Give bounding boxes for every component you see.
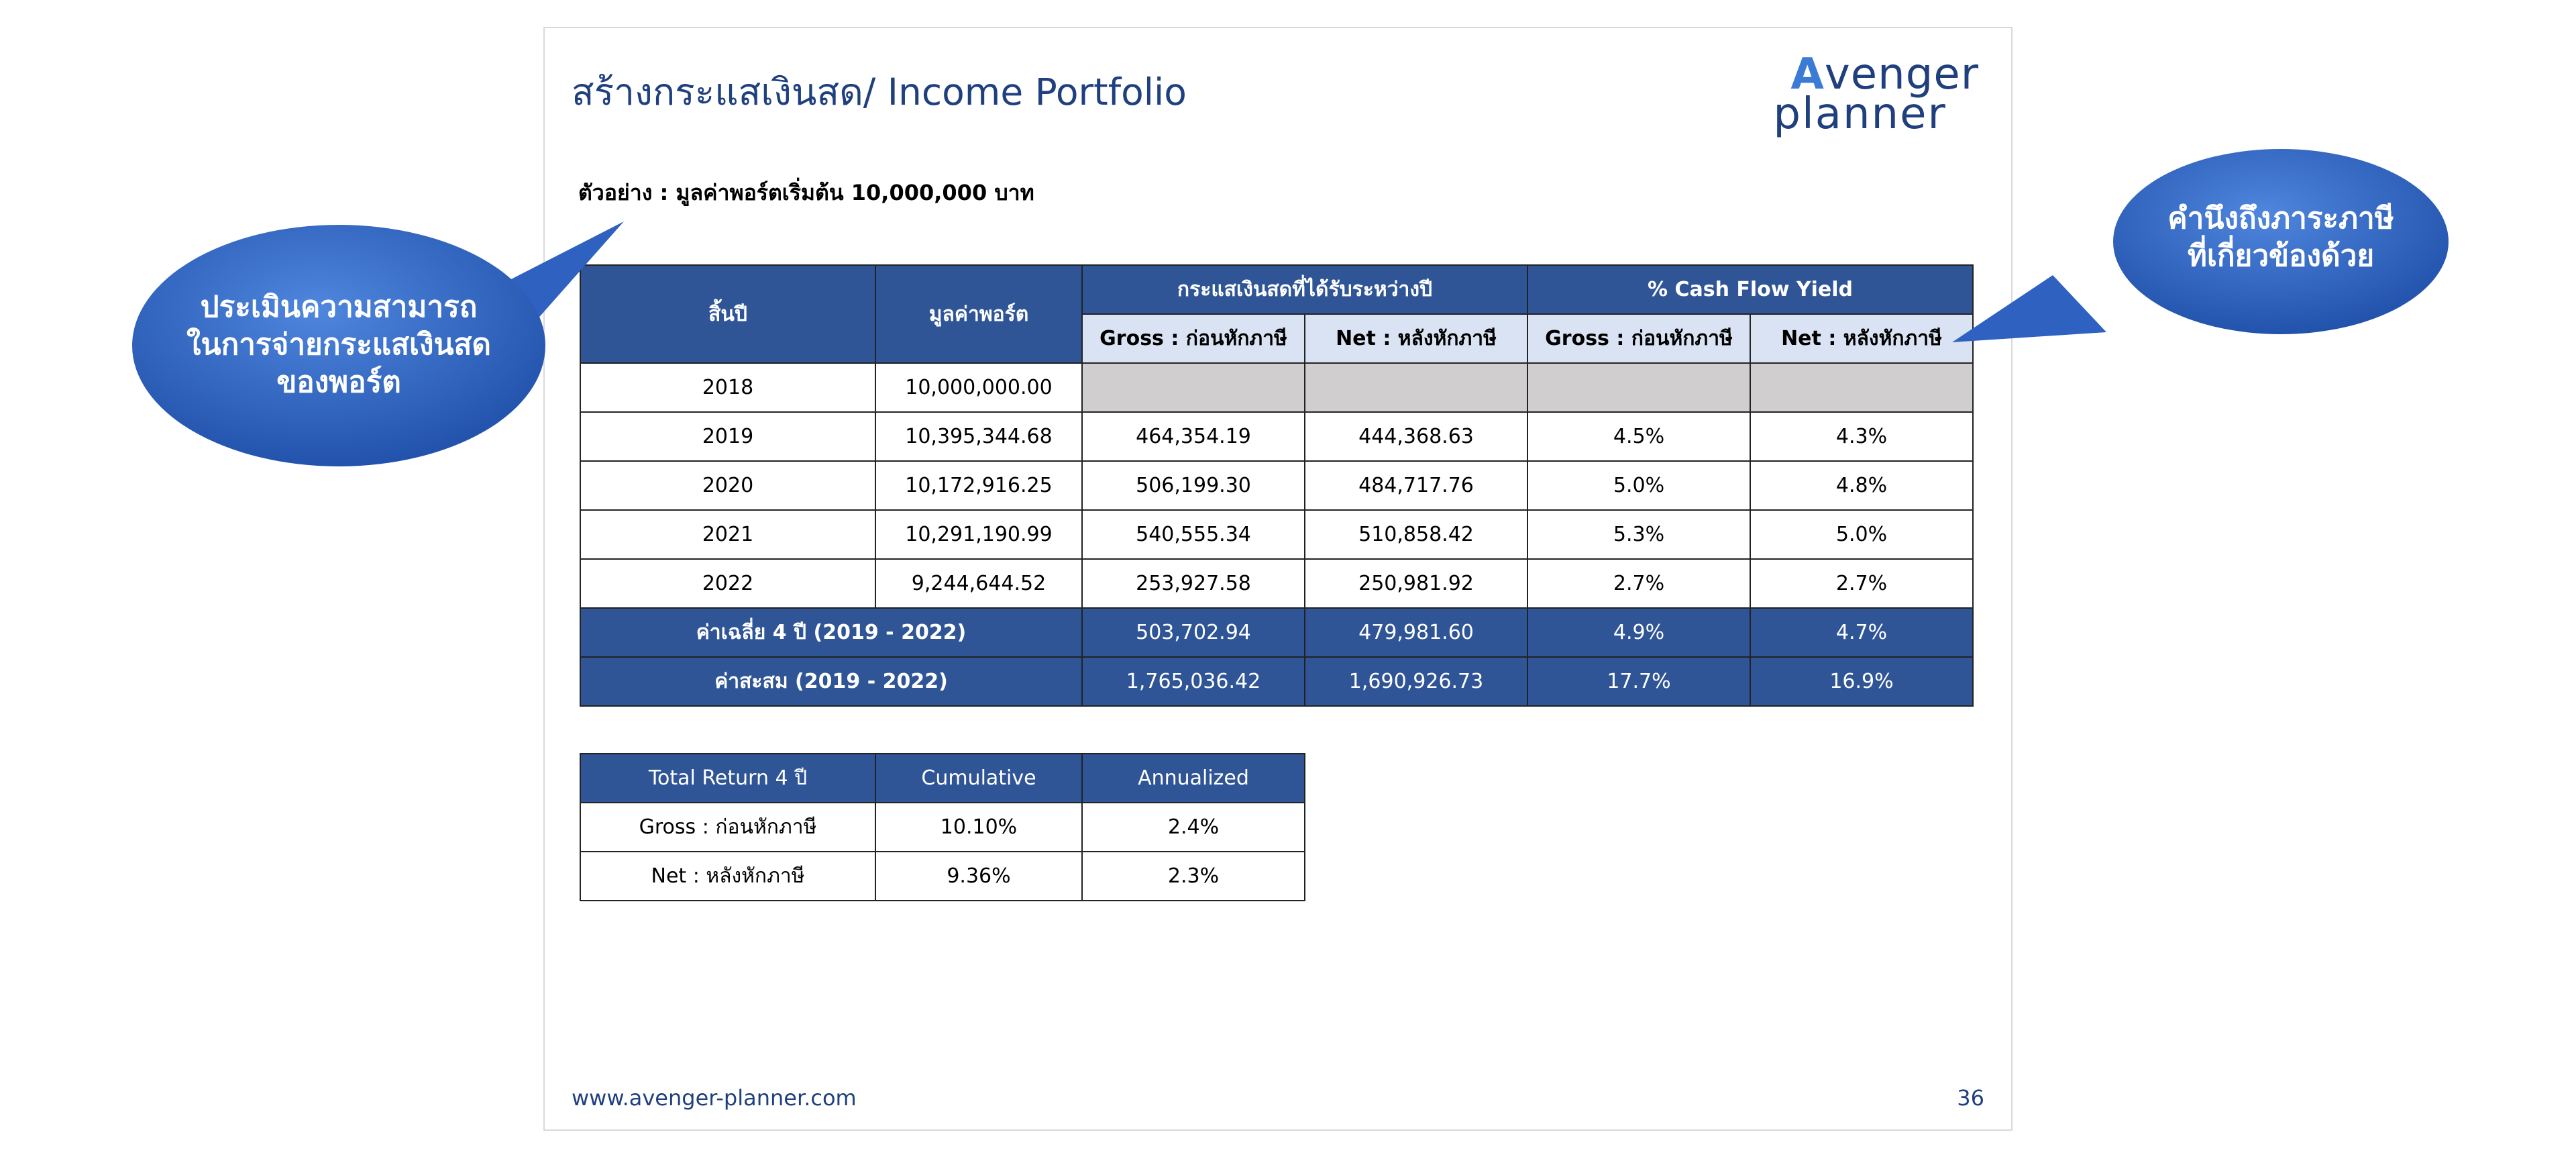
brand-logo: [1773, 50, 1979, 139]
callout-left: [131, 221, 627, 470]
callout-right-line-2: ที่เกี่ยวข้องด้วย: [2187, 239, 2375, 273]
slide-title: สร้างกระแสเงินสด/ Income Portfolio: [572, 70, 1187, 113]
cell-yield-gross: 4.5%: [1527, 412, 1750, 461]
average-label: ค่าเฉลี่ย 4 ปี (2019 - 2022): [580, 608, 1082, 657]
cell-yield-gross: 5.0%: [1527, 461, 1750, 510]
slide: [543, 27, 2012, 1131]
logo-letter: A: [1790, 50, 1825, 99]
example-subtitle: ตัวอย่าง : มูลค่าพอร์ตเริ่มต้น 10,000,000 บาท: [578, 180, 1034, 205]
callout-left-line-3: ของพอร์ต: [276, 365, 401, 399]
average-row: [580, 608, 1973, 657]
cell-yield-gross: 5.3%: [1527, 510, 1750, 559]
header-portfolio-value: มูลค่าพอร์ต: [875, 265, 1082, 363]
subheader-yield-net: Net : หลังหักภาษี: [1750, 314, 1973, 363]
cum-yield-gross: 17.7%: [1527, 657, 1750, 706]
cell-year: 2019: [580, 412, 875, 461]
callout-right: [1952, 148, 2455, 389]
logo-word-1: venger: [1824, 50, 1979, 99]
subheader-yield-gross: Gross : ก่อนหักภาษี: [1527, 314, 1750, 363]
header-cumulative: Cumulative: [875, 754, 1082, 803]
avg-yield-net: 4.7%: [1750, 608, 1973, 657]
avg-yield-gross: 4.9%: [1527, 608, 1750, 657]
cell-value: 10,172,916.25: [875, 461, 1082, 510]
cell-cf-gross: 253,927.58: [1082, 559, 1305, 608]
header-year: สิ้นปี: [580, 265, 875, 363]
cell-value: 10,000,000.00: [875, 363, 1082, 412]
avg-cf-net: 479,981.60: [1305, 608, 1527, 657]
return-label-gross: Gross : ก่อนหักภาษี: [580, 803, 875, 852]
cell-cf-net: 444,368.63: [1305, 412, 1527, 461]
cell-yield-gross: 2.7%: [1527, 559, 1750, 608]
cell-value: 9,244,644.52: [875, 559, 1082, 608]
header-cash-flow-yield: % Cash Flow Yield: [1527, 265, 1973, 314]
table-row: [580, 412, 1973, 461]
cell-empty: [1527, 363, 1750, 412]
cum-cf-net: 1,690,926.73: [1305, 657, 1527, 706]
table-row: [580, 559, 1973, 608]
cell-cf-gross: 540,555.34: [1082, 510, 1305, 559]
cell-year: 2021: [580, 510, 875, 559]
return-cumulative-gross: 10.10%: [875, 803, 1082, 852]
cell-empty: [1305, 363, 1527, 412]
cell-cf-gross: 506,199.30: [1082, 461, 1305, 510]
page-number: 36: [1957, 1085, 1984, 1111]
cell-cf-net: 250,981.92: [1305, 559, 1527, 608]
avg-cf-gross: 503,702.94: [1082, 608, 1305, 657]
header-cash-flow: กระแสเงินสดที่ได้รับระหว่างปี: [1082, 265, 1527, 314]
table-row: [580, 363, 1973, 412]
table-row: [580, 510, 1973, 559]
cell-value: 10,291,190.99: [875, 510, 1082, 559]
logo-word-2: planner: [1773, 89, 1947, 139]
subheader-cf-gross: Gross : ก่อนหักภาษี: [1082, 314, 1305, 363]
cell-cf-net: 510,858.42: [1305, 510, 1527, 559]
cumulative-row: [580, 657, 1973, 706]
cell-cf-net: 484,717.76: [1305, 461, 1527, 510]
return-annualized-net: 2.3%: [1082, 852, 1305, 901]
cell-year: 2022: [580, 559, 875, 608]
subheader-cf-net: Net : หลังหักภาษี: [1305, 314, 1527, 363]
cell-year: 2018: [580, 363, 875, 412]
cum-yield-net: 16.9%: [1750, 657, 1973, 706]
income-table: [580, 264, 1974, 707]
footer-url: www.avenger-planner.com: [572, 1085, 857, 1111]
cell-empty: [1082, 363, 1305, 412]
cell-year: 2020: [580, 461, 875, 510]
header-total-return: Total Return 4 ปี: [580, 754, 875, 803]
callout-left-line-1: ประเมินความสามารถ: [200, 290, 478, 324]
cell-value: 10,395,344.68: [875, 412, 1082, 461]
cell-yield-net: 2.7%: [1750, 559, 1973, 608]
cell-cf-gross: 464,354.19: [1082, 412, 1305, 461]
return-label-net: Net : หลังหักภาษี: [580, 852, 875, 901]
return-annualized-gross: 2.4%: [1082, 803, 1305, 852]
table-row: [580, 803, 1305, 852]
callout-right-line-1: คำนึงถึงภาระภาษี: [2167, 201, 2394, 236]
cumulative-label: ค่าสะสม (2019 - 2022): [580, 657, 1082, 706]
return-cumulative-net: 9.36%: [875, 852, 1082, 901]
table-row: [580, 852, 1305, 901]
table-row: [580, 461, 1973, 510]
total-return-table: [580, 753, 1305, 901]
cell-yield-net: 5.0%: [1750, 510, 1973, 559]
cell-yield-net: 4.3%: [1750, 412, 1973, 461]
callout-left-line-2: ในการจ่ายกระแสเงินสด: [186, 327, 491, 362]
cell-empty: [1750, 363, 1973, 412]
cell-yield-net: 4.8%: [1750, 461, 1973, 510]
cum-cf-gross: 1,765,036.42: [1082, 657, 1305, 706]
header-annualized: Annualized: [1082, 754, 1305, 803]
